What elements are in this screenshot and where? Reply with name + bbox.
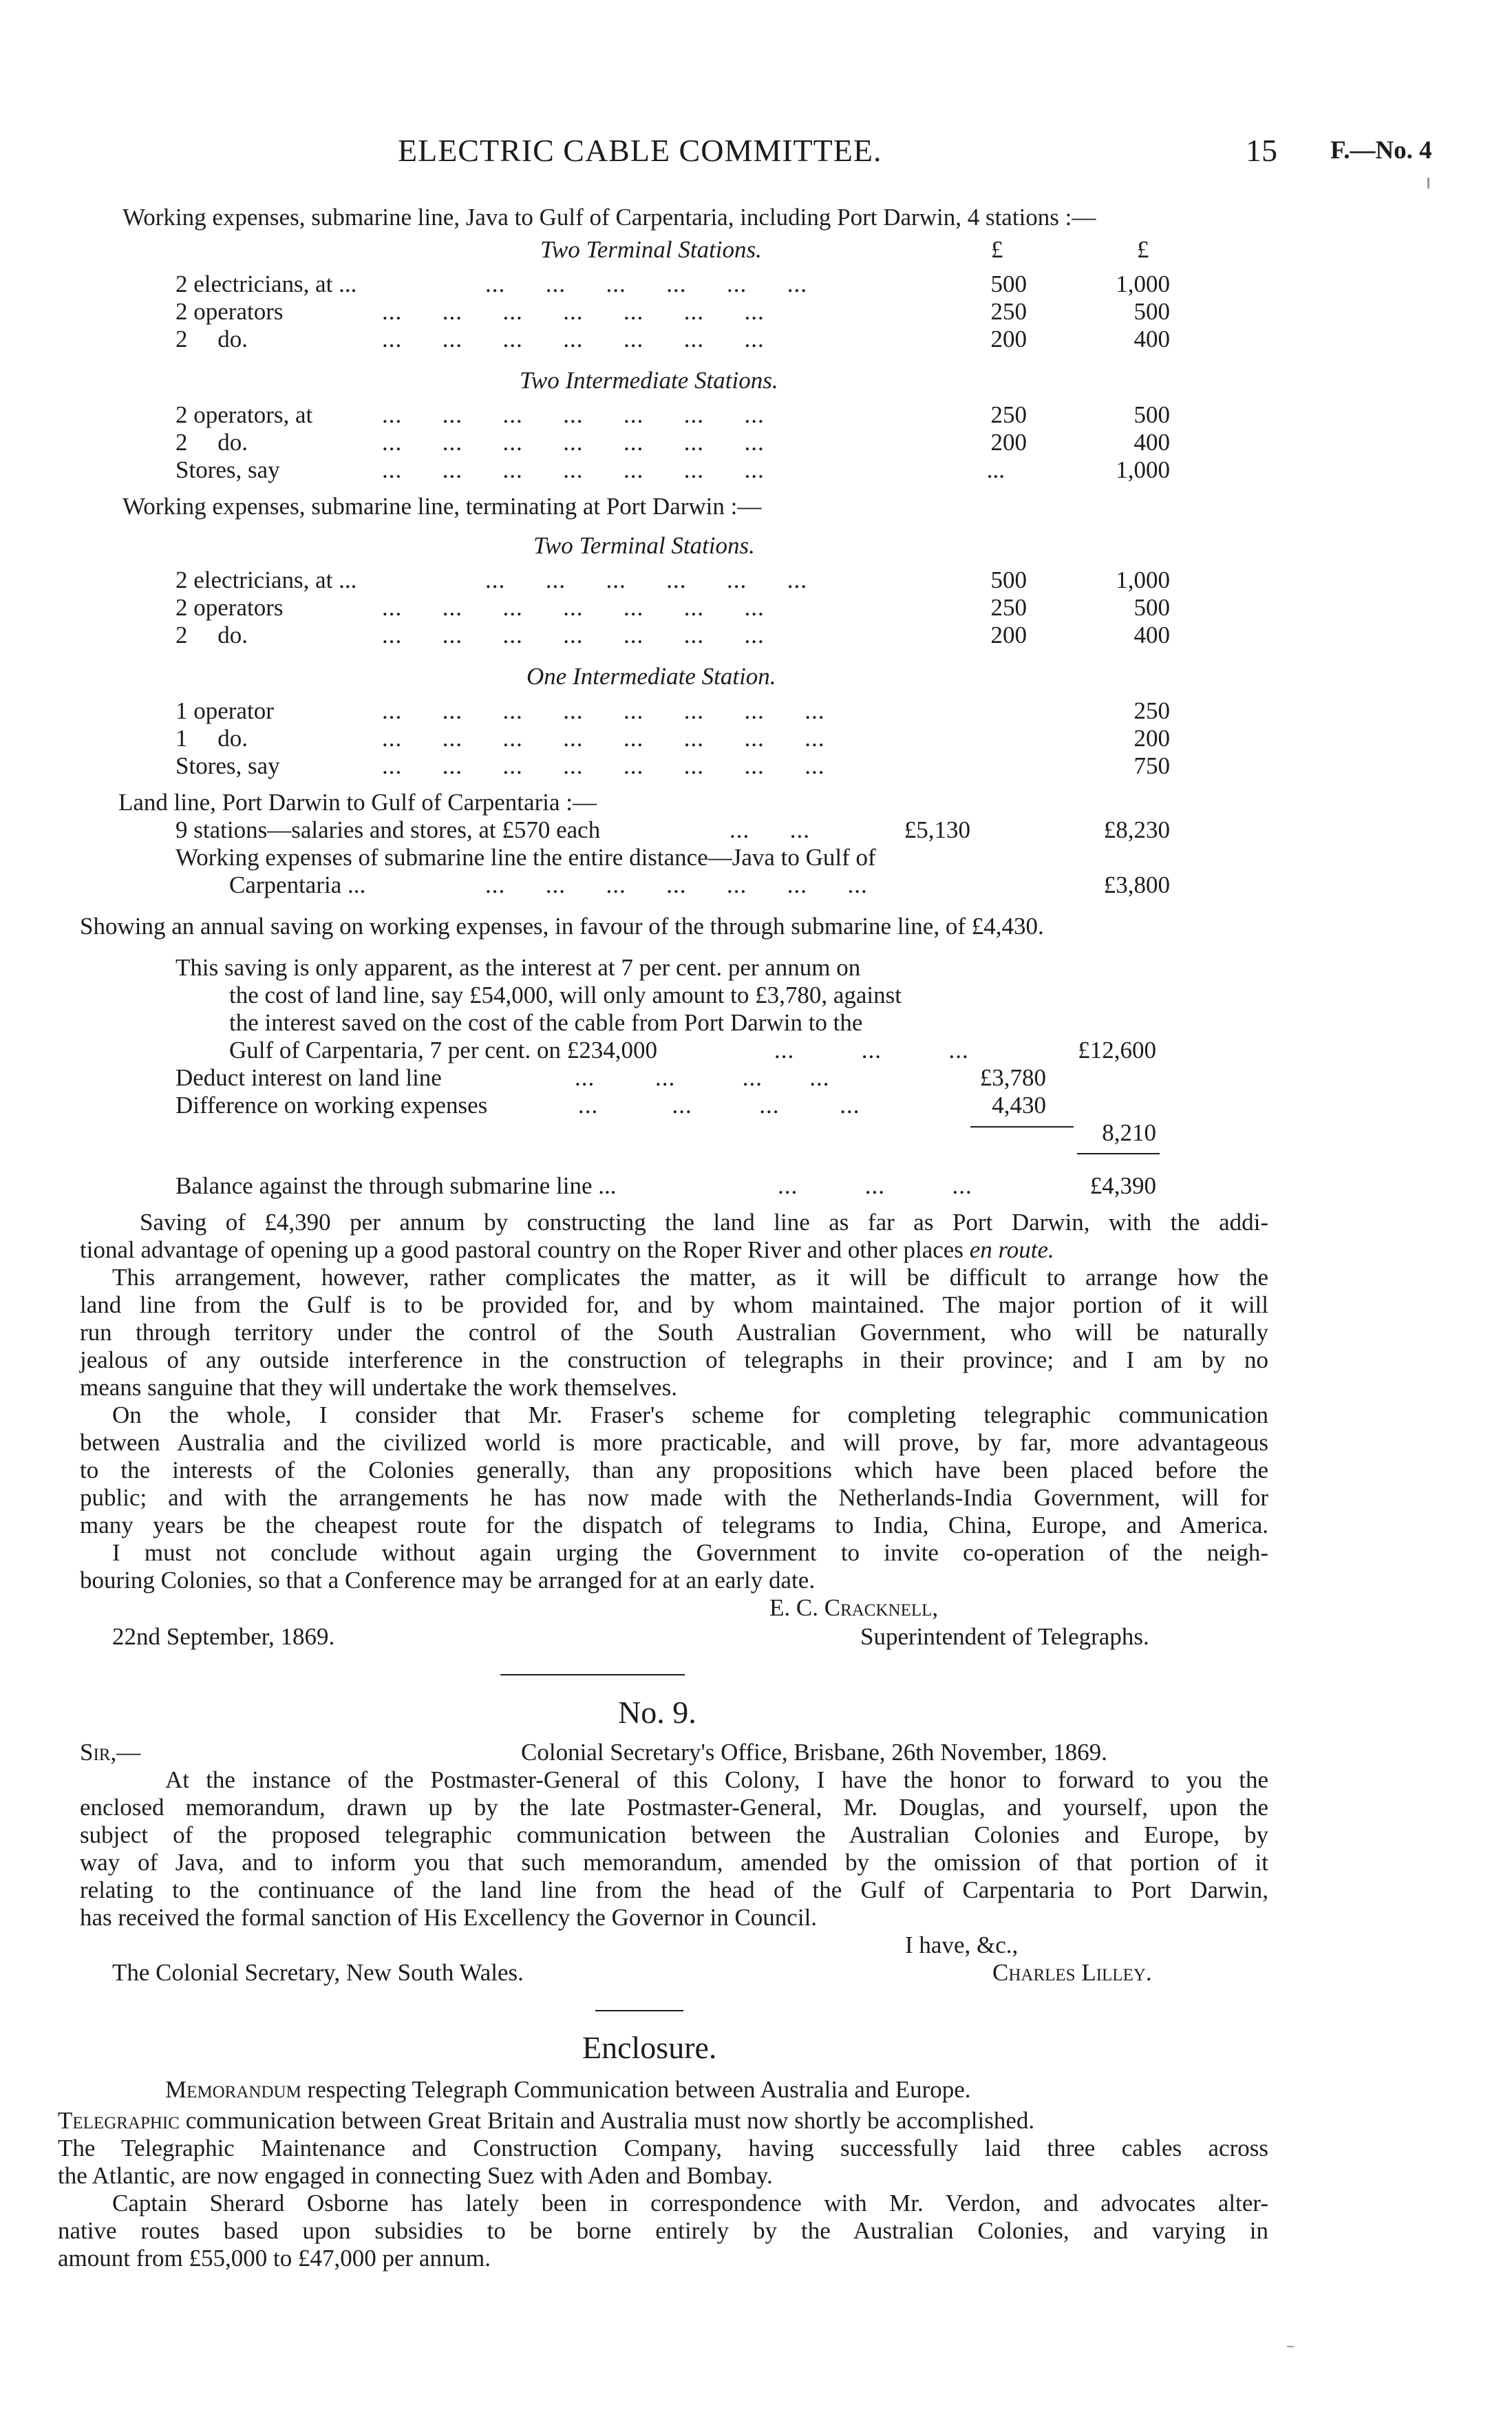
text-line: to the interests of the Colonies generally, than any propositions which have been placed before the bbox=[80, 1457, 1268, 1483]
leader-dots: ... ... ... bbox=[774, 1037, 969, 1064]
row-rate: ... bbox=[986, 456, 1005, 483]
sum-rule bbox=[970, 1126, 1074, 1128]
land-line-heading: Land line, Port Darwin to Gulf of Carpentaria :— bbox=[118, 789, 597, 816]
leader-dots: ... ... ... ... ... ... ... bbox=[382, 456, 765, 483]
section2-subheading-terminal: Two Terminal Stations. bbox=[533, 532, 755, 559]
stations-line: 9 stations—salaries and stores, at £570 each bbox=[175, 816, 601, 843]
text-line: native routes based upon subsidies to be borne entirely by the Australian Colonies, and varying in bbox=[58, 2217, 1268, 2244]
row-total: 200 bbox=[1133, 725, 1170, 752]
text-line: the interest saved on the cost of the cable from Port Darwin to the bbox=[229, 1009, 863, 1036]
signatory-name: E. C. Cracknell, bbox=[769, 1594, 939, 1621]
section-divider bbox=[500, 1674, 685, 1675]
text-line: between Australia and the civilized world is more practicable, and will prove, by far, more advantageous bbox=[80, 1429, 1268, 1456]
section1-subheading-terminal: Two Terminal Stations. bbox=[540, 236, 762, 263]
signatory-title: Superintendent of Telegraphs. bbox=[860, 1623, 1149, 1650]
page-title: ELECTRIC CABLE COMMITTEE. bbox=[398, 133, 882, 168]
row-total: 500 bbox=[1133, 298, 1170, 325]
document-reference: F.—No. 4 bbox=[1330, 136, 1432, 165]
annual-saving-statement: Showing an annual saving on working expenses, in favour of the through submarine line, of £4,430. bbox=[80, 913, 1044, 940]
text-line: jealous of any outside interference in the construction of telegraphs in their province; and I am by no bbox=[80, 1346, 1268, 1373]
section2-intro: Working expenses, submarine line, terminating at Port Darwin :— bbox=[123, 493, 762, 520]
scan-speck bbox=[1287, 2346, 1294, 2347]
text-line: On the whole, I consider that Mr. Fraser's scheme for completing telegraphic communication bbox=[112, 1401, 1268, 1428]
row-total: 750 bbox=[1133, 752, 1170, 779]
sum-rule bbox=[1077, 1153, 1160, 1154]
row-total: 1,000 bbox=[1116, 456, 1170, 483]
text-line: This arrangement, however, rather complicates the matter, as it will be difficult to arrange how the bbox=[112, 1264, 1268, 1291]
balance-amount: £4,390 bbox=[1089, 1172, 1156, 1199]
letter-closing: I have, &c., bbox=[905, 1932, 1019, 1958]
salutation: Sir,— bbox=[80, 1739, 141, 1766]
text-line: has received the formal sanction of His Excellency the Governor in Council. bbox=[80, 1904, 818, 1931]
row-total: 400 bbox=[1133, 429, 1170, 456]
balance-label: Balance against the through submarine line ... bbox=[175, 1172, 617, 1199]
leader-dots: ... ... bbox=[730, 816, 810, 843]
text-line: The Telegraphic Maintenance and Construction Company, having successfully laid three cables across bbox=[58, 2135, 1268, 2161]
row-rate: 200 bbox=[990, 326, 1027, 352]
text-line: many years be the cheapest route for the dispatch of telegrams to India, China, Europe, and America. bbox=[80, 1512, 1268, 1538]
row-rate: 250 bbox=[990, 594, 1027, 621]
text-line bbox=[58, 2108, 1034, 2133]
memorandum-lead: Memorandum bbox=[165, 2076, 301, 2103]
text-line: run through territory under the control of the South Australian Government, who will be naturally bbox=[80, 1319, 1268, 1346]
row-total: 500 bbox=[1133, 594, 1170, 621]
row-label: 2 operators bbox=[175, 298, 284, 325]
section1-intro: Working expenses, submarine line, Java to Gulf of Carpentaria, including Port Darwin, 4 stations :— bbox=[123, 204, 1096, 231]
text-line: the cost of land line, say £54,000, will only amount to £3,780, against bbox=[229, 982, 902, 1008]
row-label: 2 do. bbox=[175, 429, 248, 456]
text-line bbox=[80, 1238, 1054, 1262]
memorandum-rest: respecting Telegraph Communication between Australia and Europe. bbox=[301, 2076, 971, 2103]
leader-dots: ... ... ... ... ... ... ... bbox=[382, 298, 765, 325]
row-rate: 250 bbox=[990, 401, 1027, 428]
section1-subheading-intermediate: Two Intermediate Stations. bbox=[520, 367, 778, 394]
leader-dots: ... ... ... ... ... ... ... bbox=[382, 429, 765, 456]
difference-label: Difference on working expenses bbox=[175, 1092, 488, 1119]
row-label: 2 electricians, at ... bbox=[175, 271, 357, 297]
difference-amount: 4,430 bbox=[992, 1092, 1046, 1119]
text-line: public; and with the arrangements he has now made with the Netherlands-India Government, will for bbox=[80, 1484, 1268, 1511]
row-label: Stores, say bbox=[175, 456, 280, 483]
section2-subheading-intermediate: One Intermediate Station. bbox=[526, 663, 776, 690]
row-label: 2 operators bbox=[175, 594, 284, 621]
row-total: 500 bbox=[1133, 401, 1170, 428]
leader-dots: ... ... ... bbox=[778, 1172, 972, 1199]
row-rate: 200 bbox=[990, 622, 1027, 648]
gulf-interest-total: £12,600 bbox=[1078, 1037, 1156, 1064]
text-line: way of Java, and to inform you that such memorandum, amended by the omission of that portion of it bbox=[80, 1849, 1268, 1876]
letter-number-heading: No. 9. bbox=[618, 1695, 696, 1730]
column-heading-pounds-rate: £ bbox=[991, 236, 1003, 263]
row-label: 1 do. bbox=[175, 725, 248, 752]
scan-speck bbox=[1427, 178, 1429, 189]
text-line: amount from £55,000 to £47,000 per annum. bbox=[58, 2245, 491, 2272]
leader-dots: ... ... ... ... bbox=[578, 1092, 860, 1119]
text-line: bouring Colonies, so that a Conference may be arranged for at an early date. bbox=[80, 1567, 816, 1594]
row-label: 2 operators, at bbox=[175, 401, 313, 428]
leader-dots: ... ... ... ... ... ... ... ... bbox=[382, 752, 825, 779]
leader-dots: ... ... ... ... ... ... ... bbox=[382, 401, 765, 428]
row-label: 2 electricians, at ... bbox=[175, 567, 357, 593]
working-expenses-line-2: Carpentaria ... bbox=[229, 871, 366, 898]
leader-dots: ... ... ... ... ... ... ... bbox=[382, 622, 765, 648]
text-line: At the instance of the Postmaster-General of this Colony, I have the honor to forward to you the bbox=[165, 1766, 1268, 1793]
sender-address: Colonial Secretary's Office, Brisbane, 26th November, 1869. bbox=[521, 1739, 1107, 1766]
text-line: means sanguine that they will undertake the work themselves. bbox=[80, 1374, 677, 1401]
row-rate: 250 bbox=[990, 298, 1027, 325]
row-rate: 200 bbox=[990, 429, 1027, 456]
working-expenses-total: £3,800 bbox=[1103, 871, 1170, 898]
text-line: This saving is only apparent, as the interest at 7 per cent. per annum on bbox=[175, 954, 861, 981]
leader-dots: ... ... ... ... ... ... bbox=[485, 567, 807, 593]
letter-date: 22nd September, 1869. bbox=[112, 1623, 335, 1650]
working-expenses-line-1: Working expenses of submarine line the entire distance—Java to Gulf of bbox=[175, 844, 876, 871]
text-line: Gulf of Carpentaria, 7 per cent. on £234,000 bbox=[229, 1037, 658, 1064]
text-span: communication between Great Britain and Australia must now shortly be accomplished. bbox=[179, 2107, 1035, 2134]
text-line: subject of the proposed telegraphic communication between the Australian Colonies and Europe, by bbox=[80, 1821, 1268, 1848]
text-span: tional advantage of opening up a good pastoral country on the Roper River and other places bbox=[80, 1236, 963, 1263]
text-line: I must not conclude without again urging the Government to invite co-operation of the neigh- bbox=[112, 1539, 1268, 1566]
stations-amount: £5,130 bbox=[904, 816, 970, 843]
section-divider bbox=[595, 2010, 683, 2011]
paragraph-lead: Telegraphic bbox=[58, 2107, 180, 2134]
row-total: 400 bbox=[1133, 622, 1170, 648]
row-total: 1,000 bbox=[1116, 271, 1170, 297]
leader-dots: ... ... ... ... ... ... ... bbox=[382, 594, 765, 621]
text-line: enclosed memorandum, drawn up by the late Postmaster-General, Mr. Douglas, and yourself, upon the bbox=[80, 1794, 1268, 1821]
row-label: 2 do. bbox=[175, 326, 248, 352]
leader-dots: ... ... ... ... ... ... ... ... bbox=[382, 725, 825, 752]
column-heading-pounds-total: £ bbox=[1137, 236, 1149, 263]
leader-dots: ... ... ... ... ... ... ... ... bbox=[382, 697, 825, 724]
subtotal-amount: 8,210 bbox=[1102, 1119, 1156, 1146]
leader-dots: ... ... ... ... bbox=[575, 1064, 830, 1091]
deduct-label: Deduct interest on land line bbox=[175, 1064, 442, 1091]
text-span: en route. bbox=[969, 1236, 1054, 1263]
row-total: 1,000 bbox=[1116, 567, 1170, 593]
leader-dots: ... ... ... ... ... ... bbox=[485, 271, 807, 297]
memorandum-title bbox=[165, 2077, 971, 2102]
leader-dots: ... ... ... ... ... ... ... bbox=[382, 326, 765, 352]
letter-signer: Charles Lilley. bbox=[992, 1959, 1152, 1986]
enclosure-heading: Enclosure. bbox=[582, 2030, 717, 2065]
stations-total: £8,230 bbox=[1103, 816, 1170, 843]
row-label: 1 operator bbox=[175, 697, 274, 724]
text-line: Saving of £4,390 per annum by constructing the land line as far as Port Darwin, with the addi- bbox=[140, 1209, 1268, 1236]
row-label: Stores, say bbox=[175, 752, 280, 779]
row-rate: 500 bbox=[990, 271, 1027, 297]
text-line: land line from the Gulf is to be provided for, and by whom maintained. The major portion of it will bbox=[80, 1291, 1268, 1318]
text-line: relating to the continuance of the land line from the head of the Gulf of Carpentaria to Port Darwin, bbox=[80, 1876, 1268, 1903]
text-line: Captain Sherard Osborne has lately been in correspondence with Mr. Verdon, and advocates alter- bbox=[112, 2190, 1268, 2216]
row-label: 2 do. bbox=[175, 622, 248, 648]
row-rate: 500 bbox=[990, 567, 1027, 593]
page-number: 15 bbox=[1246, 133, 1277, 168]
row-total: 250 bbox=[1133, 697, 1170, 724]
text-line: the Atlantic, are now engaged in connecting Suez with Aden and Bombay. bbox=[58, 2162, 773, 2189]
letter-recipient: The Colonial Secretary, New South Wales. bbox=[112, 1959, 524, 1986]
row-total: 400 bbox=[1133, 326, 1170, 352]
deduct-amount: £3,780 bbox=[979, 1064, 1046, 1091]
leader-dots: ... ... ... ... ... ... ... bbox=[485, 871, 868, 898]
